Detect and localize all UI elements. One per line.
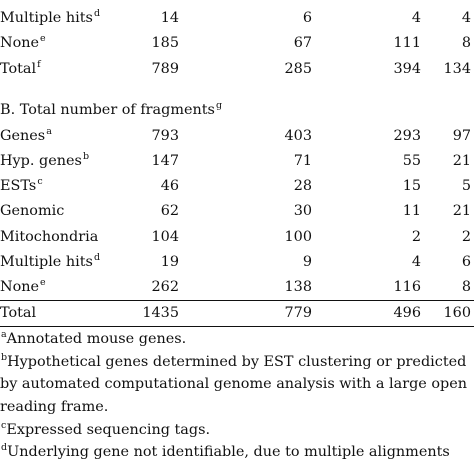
part-a-rows xyxy=(0,0,474,82)
footnote xyxy=(0,351,474,419)
footnote-marker: b xyxy=(82,150,90,162)
row-label: None$^e$ xyxy=(0,276,46,295)
footnote-text: Underlying gene not identifiable, due to multiple alignments xyxy=(7,444,450,461)
footnote-marker: e xyxy=(40,33,46,45)
table-row xyxy=(0,124,474,149)
cell-value: 8 xyxy=(461,35,471,52)
section-heading-text: B. Total number of fragments xyxy=(0,101,215,118)
cell-value: 134 xyxy=(443,60,471,77)
cell-value: 21 xyxy=(452,203,471,220)
table-row xyxy=(0,225,474,250)
cell-value: 6 xyxy=(461,253,471,270)
cell-value: 19 xyxy=(160,253,179,270)
footnote-text: Hypothetical genes determined by EST clustering or predicted xyxy=(7,353,467,370)
cell-value: 100 xyxy=(284,228,312,245)
cell-value: 6 xyxy=(302,10,312,27)
footnote-marker: a xyxy=(46,125,52,137)
cell-value: 185 xyxy=(151,35,179,52)
cell-value: 116 xyxy=(393,278,421,295)
footnote-marker: e xyxy=(40,276,46,288)
footnote-text: Annotated mouse genes. xyxy=(6,331,187,348)
table-row xyxy=(0,6,474,31)
cell-value: 4 xyxy=(461,10,471,27)
table-row-total xyxy=(0,301,474,326)
cell-value: 789 xyxy=(151,60,179,77)
cell-value: 403 xyxy=(284,127,312,144)
cell-value: 71 xyxy=(293,152,312,169)
cell-value: 5 xyxy=(461,178,471,195)
table-row-total xyxy=(0,57,474,82)
row-label: Genomic xyxy=(0,203,65,220)
cell-value: 262 xyxy=(151,278,179,295)
cell-value: 1435 xyxy=(142,305,179,322)
footnotes xyxy=(0,327,474,464)
cell-value: 779 xyxy=(284,305,312,322)
footnote-text: Expressed sequencing tags. xyxy=(6,421,211,438)
cell-value: 111 xyxy=(393,35,421,52)
cell-value: 9 xyxy=(302,253,312,270)
cell-value: 15 xyxy=(402,178,421,195)
section-heading xyxy=(0,96,474,124)
footnote-marker: f xyxy=(37,58,41,70)
row-label: Multiple hits$^d$ xyxy=(0,8,101,27)
cell-value: 28 xyxy=(293,178,312,195)
row-label: Total xyxy=(0,305,37,322)
cell-value: 285 xyxy=(284,60,312,77)
table-row xyxy=(0,174,474,199)
footnote-mark: d xyxy=(1,442,8,454)
part-b-rows xyxy=(0,124,474,300)
table-row xyxy=(0,275,474,300)
cell-value: 62 xyxy=(160,203,179,220)
row-label: Genes$^a$ xyxy=(0,125,52,144)
footnote-marker: c xyxy=(37,176,43,188)
row-label: Hyp. genes$^b$ xyxy=(0,150,90,169)
cell-value: 46 xyxy=(160,178,179,195)
footnote-marker: d xyxy=(93,251,101,263)
table-row xyxy=(0,199,474,224)
row-label: Total$^f$ xyxy=(0,58,41,77)
table-row xyxy=(0,250,474,275)
cell-value: 394 xyxy=(393,60,421,77)
cell-value: 160 xyxy=(443,305,471,322)
row-label: Multiple hits$^d$ xyxy=(0,251,101,270)
table-row xyxy=(0,149,474,174)
footnote-text: reading frame. xyxy=(0,399,109,416)
footnote xyxy=(0,441,474,464)
cell-value: 4 xyxy=(411,10,421,27)
row-label: Mitochondria xyxy=(0,228,99,245)
footnote-text: by automated computational genome analysis with a large open xyxy=(0,376,468,393)
footnote-mark: a xyxy=(1,329,7,341)
footnote-marker: g xyxy=(215,99,223,111)
cell-value: 138 xyxy=(284,278,312,295)
footnote-mark: b xyxy=(1,351,8,363)
cell-value: 67 xyxy=(293,35,312,52)
cell-value: 8 xyxy=(461,278,471,295)
cell-value: 2 xyxy=(411,228,421,245)
section-gap xyxy=(0,82,474,96)
table-row xyxy=(0,31,474,56)
cell-value: 30 xyxy=(293,203,312,220)
cell-value: 4 xyxy=(411,253,421,270)
footnote xyxy=(0,419,474,442)
footnote-mark: c xyxy=(1,419,7,431)
cell-value: 55 xyxy=(402,152,421,169)
cell-value: 293 xyxy=(393,127,421,144)
cell-value: 14 xyxy=(160,10,179,27)
footnote xyxy=(0,328,474,351)
cell-value: 11 xyxy=(402,203,421,220)
cell-value: 97 xyxy=(452,127,471,144)
cell-value: 147 xyxy=(151,152,179,169)
cell-value: 104 xyxy=(151,228,179,245)
cell-value: 21 xyxy=(452,152,471,169)
cell-value: 2 xyxy=(461,228,471,245)
row-label: None$^e$ xyxy=(0,33,46,52)
row-label: ESTs$^c$ xyxy=(0,176,43,195)
cell-value: 496 xyxy=(393,305,421,322)
cell-value: 793 xyxy=(151,127,179,144)
footnote-marker: d xyxy=(93,8,101,20)
